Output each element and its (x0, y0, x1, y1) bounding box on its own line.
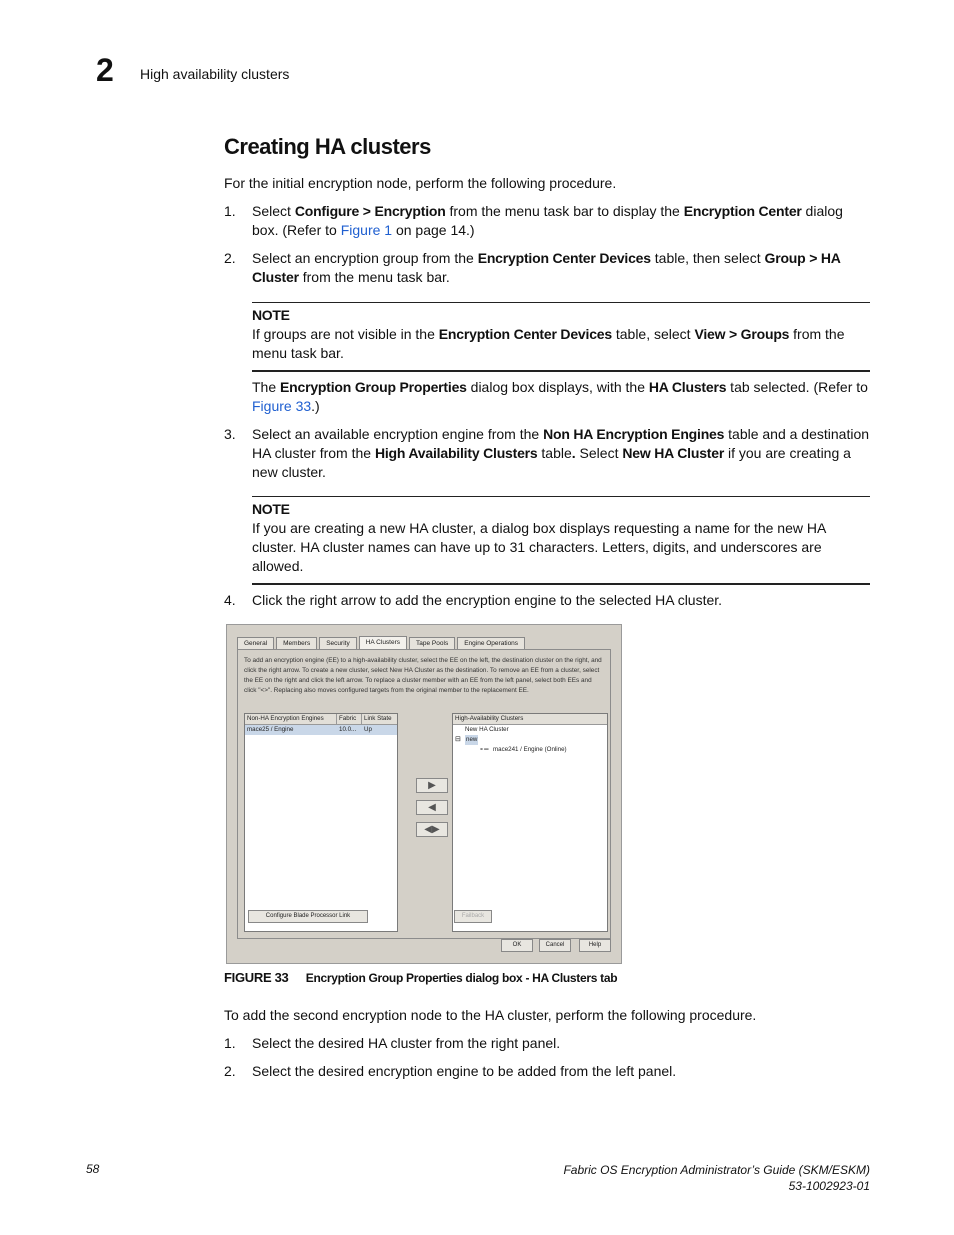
step-number: 1. (224, 1035, 236, 1051)
step-text: Click the right arrow to add the encryption engine to the selected HA cluster. (252, 592, 723, 608)
dialog-screenshot (226, 624, 622, 964)
figure-caption (224, 970, 617, 985)
column-header[interactable]: Fabric (337, 714, 362, 724)
tab-general[interactable]: General (237, 637, 274, 649)
step-number: 4. (224, 592, 236, 608)
replace-arrow-button[interactable]: ◀▶ (416, 822, 448, 837)
step-4 (224, 591, 870, 611)
instructions-text: To add an encryption engine (EE) to a high-availability cluster, select the EE on the left, the destination cluster on the right, and click the right arrow. To create a new cluster, select New HA Cluster as the destination. To remove an EE from a cluster, select the EE on the right and click the left arrow. To replace a cluster member with an EE from the left panel, select both EEs and click "<>". Replacing also moves configured targets from the original member to the replacement EE. (244, 657, 602, 694)
figure-caption-text: Encryption Group Properties dialog box - HA Clusters tab (305, 971, 618, 985)
tab-engine-operations[interactable]: Engine Operations (457, 637, 525, 649)
failback-button[interactable]: Failback (454, 910, 492, 923)
tab-members[interactable]: Members (276, 637, 317, 649)
step-1 (224, 202, 870, 242)
column-header[interactable]: Link State (364, 715, 392, 722)
step-text: Select an available encryption engine from the Non HA Encryption Engines table and a destination HA cluster from the High Availability Clusters table. Select New HA Cluster if you are creating a new cluster. (252, 426, 870, 480)
note-label: NOTE (252, 501, 290, 517)
step-number: 2. (224, 1063, 236, 1079)
note-label: NOTE (252, 307, 290, 323)
step-number: 1. (224, 203, 236, 219)
help-button[interactable]: Help (579, 939, 611, 952)
second-step-1 (224, 1034, 870, 1054)
step-text: Select the desired encryption engine to be added from the left panel. (252, 1063, 677, 1079)
footer-title: Fabric OS Encryption Administrator’s Guide (SKM/ESKM) (563, 1163, 870, 1177)
table-row[interactable] (245, 725, 397, 735)
page-number: 58 (86, 1162, 100, 1176)
step-text: Select Configure > Encryption from the menu task bar to display the Encryption Center dialog box. (Refer to Figure 1 on page 14.) (252, 203, 843, 238)
step-3 (224, 425, 870, 485)
figure-label: FIGURE 33 (224, 970, 289, 985)
tab-bar (237, 637, 527, 649)
intro-paragraph: For the initial encryption node, perform the following procedure. (224, 175, 617, 191)
step-text: Select the desired HA cluster from the right panel. (252, 1035, 561, 1051)
note-text: If groups are not visible in the Encryption Center Devices table, select View > Groups from the menu task bar. (252, 326, 845, 361)
add-arrow-button[interactable]: ▶ (416, 778, 448, 793)
non-ha-engines-table[interactable] (244, 713, 398, 932)
tree-item-new[interactable]: new (466, 736, 478, 743)
remove-arrow-button[interactable]: ◀ (416, 800, 448, 815)
step-text: Select an encryption group from the Encryption Center Devices table, then select Group > HA Cluster from the menu task bar. (252, 250, 841, 285)
table-header (245, 714, 397, 725)
step-2 (224, 249, 870, 289)
engine-icon: ⚬═ (479, 746, 489, 753)
figure-1-link[interactable]: Figure 1 (340, 222, 393, 238)
collapse-icon[interactable]: ⊟ (455, 736, 461, 743)
footer-doc-info (563, 1162, 870, 1194)
second-step-2 (224, 1062, 870, 1082)
cancel-button[interactable]: Cancel (539, 939, 571, 952)
section-title: Creating HA clusters (224, 134, 431, 159)
cell-engine: mace25 / Engine (247, 726, 294, 733)
configure-blade-processor-link-button[interactable]: Configure Blade Processor Link (248, 910, 368, 923)
note-box (252, 302, 870, 372)
step-number: 2. (224, 250, 236, 266)
cell-fabric: 10.0... (339, 726, 357, 733)
dialog-description: The Encryption Group Properties dialog box displays, with the HA Clusters tab selected. (Refer to Figure 33.) (252, 379, 868, 414)
tab-security[interactable]: Security (319, 637, 356, 649)
note-text: If you are creating a new HA cluster, a dialog box displays requesting a name for the new HA cluster. HA cluster names can have up to 31 characters. Letters, digits, and underscores are allowed. (252, 520, 826, 574)
footer-doc-number: 53-1002923-01 (788, 1179, 870, 1193)
tree-item-new-ha-cluster[interactable]: New HA Cluster (465, 726, 509, 733)
tab-panel (237, 649, 611, 939)
tab-ha-clusters[interactable]: HA Clusters (359, 636, 407, 649)
tree-item-engine[interactable]: mace241 / Engine (Online) (493, 746, 567, 753)
note-box (252, 496, 870, 585)
tab-tape-pools[interactable]: Tape Pools (409, 637, 455, 649)
step-number: 3. (224, 426, 236, 442)
chapter-number: 2 (96, 52, 114, 88)
tree-header-label: High-Availability Clusters (455, 715, 524, 722)
cell-link-state: Up (364, 726, 372, 733)
column-header[interactable]: Non-HA Encryption Engines (245, 714, 337, 724)
ok-button[interactable]: OK (501, 939, 533, 952)
tree-header (453, 714, 607, 725)
ha-clusters-tree[interactable] (452, 713, 608, 932)
second-intro-paragraph: To add the second encryption node to the HA cluster, perform the following procedure. (224, 1007, 757, 1023)
figure-33-link[interactable]: Figure 33 (252, 398, 312, 414)
chapter-title: High availability clusters (140, 66, 290, 82)
